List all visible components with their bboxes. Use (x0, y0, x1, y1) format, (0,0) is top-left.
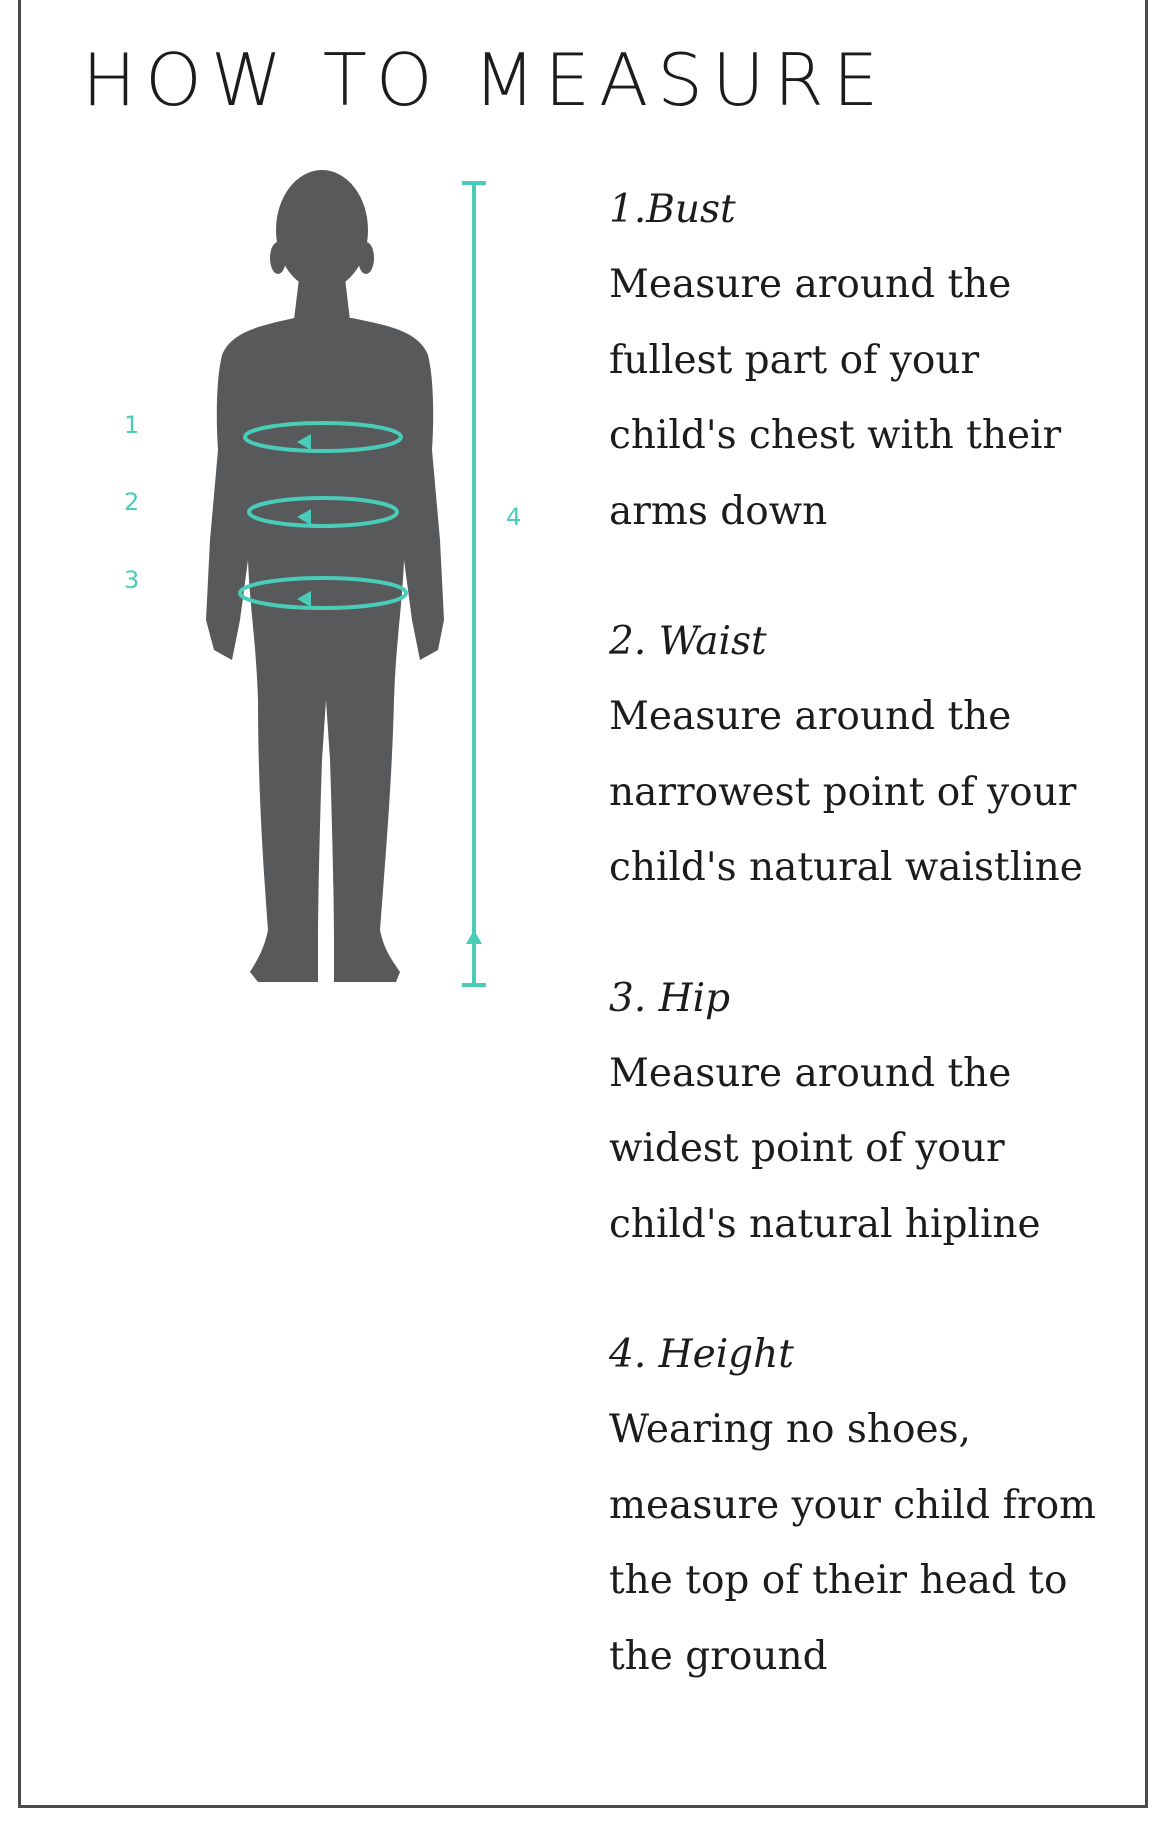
bust-section (609, 172, 1129, 549)
hip-section (609, 961, 1129, 1263)
label-4: 4 (506, 503, 522, 531)
measurement-figure (105, 165, 565, 1005)
hip-heading: 3. Hip (609, 975, 731, 1021)
waist-section (609, 604, 1129, 906)
waist-heading: 2. Waist (609, 619, 767, 664)
height-heading: 4. Height (609, 1332, 794, 1377)
waist-description: Measure around the narrowest point of your child's natural waistline (609, 694, 1083, 890)
label-1: 1 (124, 411, 140, 439)
child-silhouette-diagram (105, 165, 565, 1005)
bust-description: Measure around the fullest part of your child's chest with their arms down (609, 262, 1062, 534)
measurement-instructions (609, 172, 1129, 1749)
height-section (609, 1317, 1129, 1694)
page-title: HOW TO MEASURE (82, 38, 888, 122)
label-3: 3 (124, 566, 140, 594)
bust-heading: 1.Bust (609, 187, 736, 232)
child-silhouette (206, 170, 444, 982)
height-description: Wearing no shoes, measure your child from the top of their head to the ground (609, 1407, 1097, 1679)
height-bar (462, 183, 486, 985)
hip-description: Measure around the widest point of your child's natural hipline (609, 1050, 1041, 1247)
label-2: 2 (124, 488, 140, 516)
